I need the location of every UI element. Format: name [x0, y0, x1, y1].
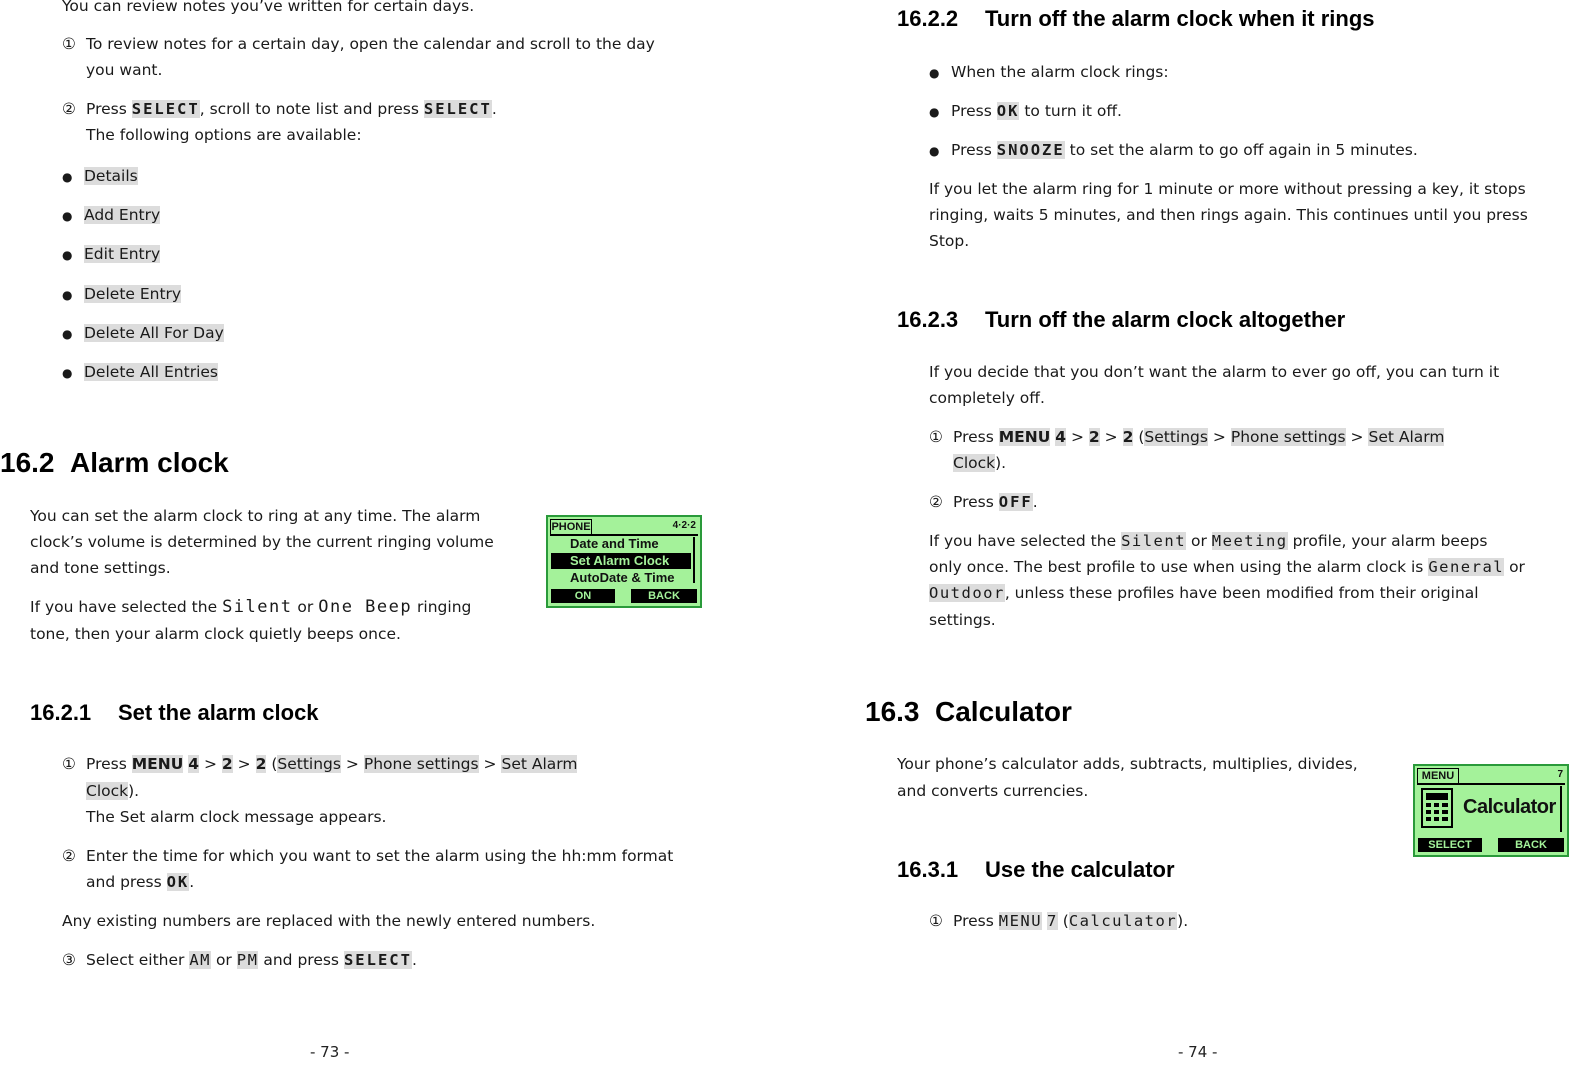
list-item: ● Delete Entry [62, 285, 182, 303]
scrollbar-icon [1560, 786, 1562, 832]
step-marker: ② [62, 100, 76, 118]
set-alarm-message: The Set alarm clock message appears. [86, 808, 387, 826]
separator: > [345, 755, 359, 773]
press-label: Press [86, 100, 127, 118]
screen-title: Calculator [1463, 796, 1556, 818]
text: only once. The best profile to use when using the alarm clock is [929, 558, 1424, 576]
subsection-number: 16.2.1 [30, 700, 92, 725]
menu-path-clock: Clock [86, 782, 129, 800]
set-alarm-step-1 [62, 751, 577, 777]
step-text: and press [86, 873, 162, 891]
bullet-text: to set the alarm to go off again in 5 minutes. [1069, 141, 1418, 159]
off-step-1 [929, 424, 1444, 450]
am-key: AM [189, 951, 212, 969]
key-4: 4 [188, 755, 200, 773]
step-marker: ① [62, 35, 76, 53]
step-marker: ① [62, 755, 76, 773]
text: If you have selected the [929, 532, 1117, 550]
menu-key: MENU [998, 912, 1043, 930]
list-item: ● Details [62, 167, 138, 185]
set-alarm-step-2-cont [86, 869, 194, 895]
menu-path-phone-settings: Phone settings [1230, 428, 1346, 446]
screen-item-selected: Set Alarm Clock [551, 553, 691, 569]
step-marker: ③ [62, 951, 76, 969]
text: or [1191, 532, 1207, 550]
key-4: 4 [1055, 428, 1067, 446]
separator: > [1350, 428, 1364, 446]
calculator-icon [1421, 788, 1453, 828]
separator: > [483, 755, 497, 773]
step-marker: ① [929, 912, 943, 930]
screen-header: PHONE [551, 521, 591, 533]
option-delete-entry: Delete Entry [84, 285, 182, 303]
paren: ( [1138, 428, 1145, 446]
softkey-select: SELECT [1418, 838, 1482, 852]
screen-divider [1417, 783, 1565, 785]
option-edit-entry: Edit Entry [84, 245, 161, 263]
list-item: ● Delete All Entries [62, 363, 218, 381]
list-item: ● When the alarm clock rings: [929, 63, 1169, 81]
scrollbar-icon [693, 537, 695, 583]
section-number: 16.3 [865, 696, 920, 727]
step-marker: ① [929, 428, 943, 446]
subsection-title: Turn off the alarm clock altogether [985, 307, 1346, 332]
step-text: and press [263, 951, 340, 969]
silent-profile: Silent [1121, 532, 1187, 550]
review-step-1-cont: you want. [86, 61, 163, 79]
paren: ). [1177, 912, 1189, 930]
general-profile: General [1428, 558, 1505, 576]
off-step-1-cont [953, 450, 1006, 476]
section-number: 16.2 [0, 447, 55, 478]
profile-para-line [929, 554, 1525, 580]
paren: ). [128, 782, 140, 800]
screen-item: AutoDate & Time [570, 570, 675, 585]
punct: . [189, 873, 195, 891]
profile-para-line: settings. [929, 611, 996, 629]
alarm-silent-para-cont: tone, then your alarm clock quietly beeps once. [30, 625, 401, 643]
text: , unless these profiles have been modified from their original [1004, 584, 1479, 602]
intro-text: You can review notes you’ve written for certain days. [62, 0, 475, 15]
off-step-2 [929, 489, 1038, 515]
menu-path-calculator: Calculator [1068, 912, 1178, 930]
softkey-back: BACK [631, 589, 697, 603]
separator: > [237, 755, 251, 773]
alarm-para-line: and tone settings. [30, 559, 171, 577]
subsection-number: 16.3.1 [897, 857, 959, 882]
subsection-title: Set the alarm clock [118, 700, 319, 725]
option-details: Details [84, 167, 138, 185]
set-alarm-note: Any existing numbers are replaced with the newly entered numbers. [62, 912, 596, 930]
paren: ( [1062, 912, 1069, 930]
phone-screen-calculator [1413, 764, 1569, 857]
set-alarm-step-1-cont [86, 778, 139, 804]
step-text: , scroll to note list and press [199, 100, 419, 118]
pm-key: PM [236, 951, 259, 969]
menu-path-phone-settings: Phone settings [363, 755, 479, 773]
option-add-entry: Add Entry [84, 206, 161, 224]
press-label: Press [953, 428, 994, 446]
menu-key: MENU [131, 755, 184, 773]
text: or [1509, 558, 1525, 576]
list-item: ● Press SNOOZE to set the alarm to go off again in 5 minutes. [929, 141, 1418, 159]
menu-path-set-alarm: Set Alarm [1368, 428, 1445, 446]
punct: . [491, 100, 497, 118]
list-item: ● Delete All For Day [62, 324, 224, 342]
section-heading-calculator [865, 696, 1072, 728]
select-key: SELECT [131, 100, 200, 118]
text: ringing [417, 598, 472, 616]
alarm-para-line: You can set the alarm clock to ring at any time. The alarm [30, 507, 481, 525]
screen-item: Date and Time [570, 536, 659, 551]
punct: . [411, 951, 417, 969]
calc-step-1 [929, 908, 1188, 934]
off-key: OFF [998, 493, 1033, 511]
screen-position: 7 [1557, 769, 1563, 780]
profile-para-line [929, 580, 1479, 606]
subsection-title: Use the calculator [985, 857, 1175, 882]
press-label: Press [953, 493, 994, 511]
list-item: ● Add Entry [62, 206, 161, 224]
ring-para-line: Stop. [929, 232, 970, 250]
key-2: 2 [255, 755, 267, 773]
meeting-profile: Meeting [1211, 532, 1288, 550]
press-label: Press [86, 755, 127, 773]
step-text: To review notes for a certain day, open the calendar and scroll to the day [86, 35, 655, 53]
separator: > [203, 755, 217, 773]
subsection-title: Turn off the alarm clock when it rings [985, 6, 1375, 31]
option-delete-all-entries: Delete All Entries [84, 363, 218, 381]
select-key: SELECT [343, 951, 412, 969]
step-marker: ② [929, 493, 943, 511]
ok-key: OK [996, 102, 1020, 120]
review-step-2 [62, 96, 497, 122]
text: or [215, 951, 232, 969]
subsection-number: 16.2.3 [897, 307, 959, 332]
key-2: 2 [221, 755, 233, 773]
set-alarm-step-2 [62, 843, 673, 869]
bullet-text: When the alarm clock rings: [951, 63, 1169, 81]
menu-key: MENU [998, 428, 1051, 446]
key-7: 7 [1047, 912, 1058, 930]
menu-path-set-alarm: Set Alarm [501, 755, 578, 773]
phone-screen-alarm [546, 515, 702, 608]
select-key: SELECT [423, 100, 492, 118]
page-number-left: - 73 - [310, 1043, 350, 1061]
text: profile, your alarm beeps [1292, 532, 1488, 550]
off-para-line: completely off. [929, 389, 1045, 407]
outdoor-profile: Outdoor [929, 584, 1005, 602]
option-delete-all-for-day: Delete All For Day [84, 324, 224, 342]
calc-para-line: and converts currencies. [897, 782, 1089, 800]
step-marker: ② [62, 847, 76, 865]
review-step-2-cont: The following options are available: [86, 126, 362, 144]
key-2: 2 [1088, 428, 1100, 446]
calc-para-line: Your phone’s calculator adds, subtracts, multiplies, divides, [897, 755, 1358, 773]
separator: > [1104, 428, 1118, 446]
step-text: Select either [86, 951, 185, 969]
section-heading-alarm-clock [0, 447, 229, 479]
step-text: Enter the time for which you want to set the alarm using the hh:mm format [86, 847, 674, 865]
paren: ). [995, 454, 1007, 472]
ok-key: OK [166, 873, 190, 891]
subsection-heading-turn-off-rings [897, 6, 1375, 32]
alarm-silent-para [30, 594, 471, 620]
key-2: 2 [1122, 428, 1134, 446]
paren: ( [271, 755, 278, 773]
bullet-text: to turn it off. [1024, 102, 1122, 120]
subsection-heading-use-calculator [897, 857, 1175, 883]
review-step-1 [62, 31, 655, 57]
text: If you have selected the [30, 598, 218, 616]
silent-profile: Silent [222, 597, 293, 617]
profile-para-line [929, 528, 1487, 554]
punct: . [1032, 493, 1038, 511]
menu-path-clock: Clock [953, 454, 996, 472]
subsection-number: 16.2.2 [897, 6, 959, 31]
screen-header: MENU [1417, 768, 1459, 784]
press-label: Press [951, 141, 992, 159]
ring-para-line: If you let the alarm ring for 1 minute or more without pressing a key, it stops [929, 180, 1526, 198]
softkey-on: ON [551, 589, 615, 603]
off-para-line: If you decide that you don’t want the alarm to ever go off, you can turn it [929, 363, 1500, 381]
menu-path-settings: Settings [1144, 428, 1208, 446]
alarm-para-line: clock’s volume is determined by the current ringing volume [30, 533, 494, 551]
separator: > [1212, 428, 1226, 446]
ring-para-line: ringing, waits 5 minutes, and then rings again. This continues until you press [929, 206, 1528, 224]
section-title: Calculator [935, 696, 1072, 727]
set-alarm-step-3 [62, 947, 417, 973]
section-title: Alarm clock [70, 447, 229, 478]
snooze-key: SNOOZE [996, 141, 1065, 159]
list-item: ● Press OK to turn it off. [929, 102, 1122, 120]
menu-path-settings: Settings [277, 755, 341, 773]
separator: > [1070, 428, 1084, 446]
list-item: ● Edit Entry [62, 245, 161, 263]
softkey-back: BACK [1498, 838, 1564, 852]
press-label: Press [951, 102, 992, 120]
one-beep-tone: One Beep [318, 597, 413, 617]
subsection-heading-set-alarm [30, 700, 319, 726]
text: or [297, 598, 314, 616]
page-number-right: - 74 - [1178, 1043, 1218, 1061]
screen-position: 4·2·2 [672, 520, 696, 531]
subsection-heading-turn-off-altogether [897, 307, 1345, 333]
press-label: Press [953, 912, 994, 930]
